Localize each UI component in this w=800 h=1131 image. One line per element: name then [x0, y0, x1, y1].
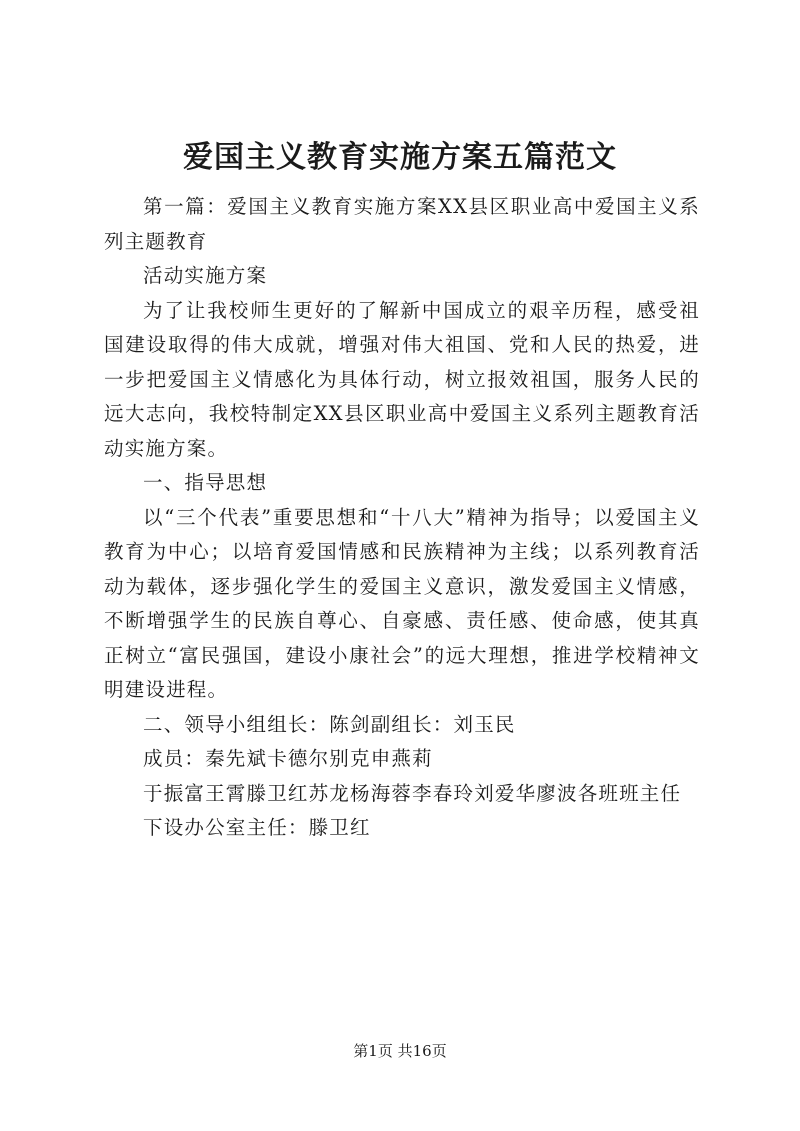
paragraph-members-continued: 于振富王霄滕卫红苏龙杨海蓉李春玲刘爱华廖波各班班主任	[143, 781, 682, 805]
page-footer	[0, 1040, 800, 1062]
document-body	[104, 190, 700, 846]
paragraph-members: 成员：秦先斌卡德尔别克申燕莉	[143, 747, 433, 770]
paragraph-section-guiding-ideology: 一、指导思想	[143, 471, 268, 494]
paragraph-office-director: 下设办公室主任：滕卫红	[143, 816, 371, 839]
paragraph-section-leadership-group: 二、领导小组组长：陈剑副组长：刘玉民	[143, 712, 516, 736]
paragraph-first-article-heading: 第一篇：爱国主义教育实施方案XX县区职业高中爱国主义系列主题教育	[104, 195, 700, 253]
paragraph-guiding-ideology-content: 以“三个代表”重要思想和“十八大”精神为指导；以爱国主义教育为中心；以培育爱国情感和民族精神为主线；以系列教育活动为载体，逐步强化学生的爱国主义意识，激发爱国主义情感，不断增强学生的民族自尊心、自豪感、责任感、使命感，使其真正树立“富民强国，建设小康社会”的远大理想，推进学校精神文明建设进程。	[104, 505, 700, 701]
page-number-label: 第1页 共16页	[353, 1042, 447, 1060]
paragraph-introduction: 为了让我校师生更好的了解新中国成立的艰辛历程，感受祖国建设取得的伟大成就，增强对伟大祖国、党和人民的热爱，进一步把爱国主义情感化为具体行动，树立报效祖国，服务人民的远大志向，我校特制定XX县区职业高中爱国主义系列主题教育活动实施方案。	[104, 298, 700, 460]
document-title: 爱国主义教育实施方案五篇范文	[183, 140, 617, 175]
paragraph-plan-subtitle: 活动实施方案	[143, 264, 268, 287]
